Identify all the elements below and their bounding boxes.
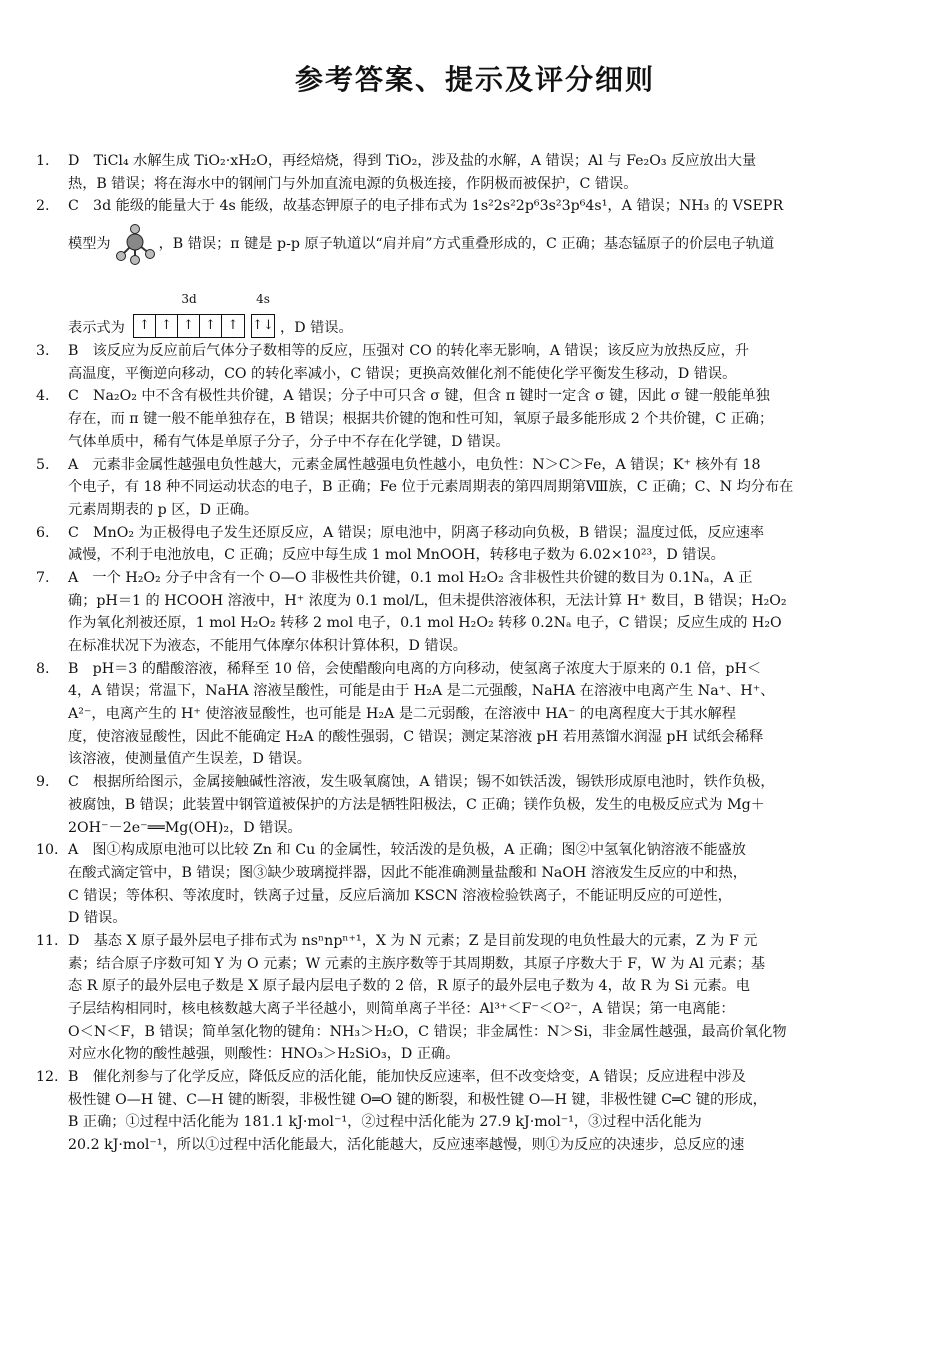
item-line: 作为氧化剂被还原，1 mol H₂O₂ 转移 2 mol 电子，0.1 mol H₂O₂ 转移 0.2Nₐ 电子，C 错误；反应生成的 H₂O: [68, 615, 782, 632]
orbital-4s-group: [251, 292, 275, 338]
item-text: ，B 错误；π 键是 p-p 原子轨道以“肩并肩”方式重叠形成的，C 正确；基态锰原子的价层电子轨道: [158, 235, 775, 252]
item-line: 被腐蚀，B 错误；此装置中钢管道被保护的方法是牺牲阳极法，C 正确；镁作负极，发生的电极反应式为 Mg＋: [68, 796, 765, 813]
orbital-diagram-line: [68, 270, 916, 340]
item-number: 1.: [36, 153, 50, 169]
item-line: A 元素非金属性越强电负性越大，元素金属性越强电负性越小，电负性：N＞C＞Fe，A 错误；K⁺ 核外有 18: [68, 456, 761, 473]
item-text: 表示式为: [68, 320, 125, 337]
answer-item-7: [36, 567, 916, 658]
item-line: 存在，而 π 键一般不能单独存在，B 错误；根据共价键的饱和性可知，氧原子最多能形成 2 个共价键，C 正确；: [68, 411, 774, 428]
answer-item-11: [36, 930, 916, 1066]
answer-list: [36, 150, 916, 1157]
orbital-box: ↑↓: [252, 317, 274, 333]
orbital-boxes-4s: [251, 314, 275, 338]
item-line: 4，A 错误；常温下，NaHA 溶液呈酸性，可能是由于 H₂A 是二元强酸，NaHA 在溶液中电离产生 Na⁺、H⁺、: [68, 683, 775, 700]
item-line: C 3d 能级的能量大于 4s 能级，故基态钾原子的电子排布式为 1s²2s²2p⁶3s²3p⁶4s¹，A 错误；NH₃ 的 VSEPR: [68, 198, 784, 215]
answer-item-8: [36, 658, 916, 771]
orbital-boxes-3d: [133, 314, 245, 338]
item-line: B 该反应为反应前后气体分子数相等的反应，压强对 CO 的转化率无影响，A 错误；该反应为放热反应，升: [68, 343, 749, 360]
answer-item-2: [36, 195, 916, 340]
item-number: 5.: [36, 456, 50, 473]
item-line: 度，使溶液显酸性，因此不能确定 H₂A 的酸性强弱，C 错误；测定某溶液 pH 若用蒸馏水润湿 pH 试纸会稀释: [68, 728, 764, 745]
item-line: 元素周期表的 p 区，D 正确。: [68, 501, 259, 518]
item-line-with-model: [68, 218, 916, 270]
item-number: 4.: [36, 388, 50, 405]
item-line: C MnO₂ 为正极得电子发生还原反应，A 错误；原电池中，阴离子移动向负极，B 错误；温度过低，反应速率: [68, 524, 765, 541]
item-line: 气体单质中，稀有气体是单原子分子，分子中不存在化学键，D 错误。: [68, 433, 510, 450]
orbital-box: ↑: [156, 315, 178, 337]
item-line: 子层结构相同时，核电核数越大离子半径越小，则简单离子半径：Al³⁺＜F⁻＜O²⁻，A 错误；第一电离能：: [68, 1001, 735, 1017]
item-line: 该溶液，使测量值产生误差，D 错误。: [68, 751, 311, 768]
answer-item-6: [36, 522, 916, 567]
item-number: 7.: [36, 569, 50, 586]
item-line: A 图①构成原电池可以比较 Zn 和 Cu 的金属性，较活泼的是负极，A 正确；图②中氢氧化钠溶液不能盛放: [68, 842, 746, 859]
orbital-box: ↑: [134, 315, 156, 337]
item-text: 模型为: [68, 235, 111, 252]
answer-item-12: [36, 1066, 916, 1157]
item-number: 10.: [36, 842, 59, 859]
item-line: 减慢，不利于电池放电，C 正确；反应中每生成 1 mol MnOOH，转移电子数为 6.02×10²³，D 错误。: [68, 547, 725, 564]
item-line: 极性键 O—H 键、C—H 键的断裂，非极性键 O═O 键的断裂，和极性键 O—H 键，非极性键 C═C 键的形成，: [68, 1091, 767, 1108]
item-line: 态 R 原子的最外层电子数是 X 原子最内层电子数的 2 倍，R 原子的最外层电子数为 4，故 R 为 Si 元素。电: [68, 978, 750, 995]
item-line: 在酸式滴定管中，B 错误；图③缺少玻璃搅拌器，因此不能准确测量盐酸和 NaOH 溶液发生反应的中和热，: [68, 864, 747, 881]
item-line: 对应水化物的酸性越强，则酸性：HNO₃＞H₂SiO₃，D 正确。: [68, 1046, 460, 1063]
answer-item-3: [36, 340, 916, 385]
answer-item-10: [36, 839, 916, 930]
item-line: B 催化剂参与了化学反应，降低反应的活化能，能加快反应速率，但不改变焓变，A 错误；反应进程中涉及: [68, 1069, 746, 1086]
item-number: 12.: [36, 1069, 59, 1086]
page-title: 参考答案、提示及评分细则: [294, 63, 655, 96]
item-number: 6.: [36, 524, 50, 541]
item-line: D 错误。: [68, 910, 127, 927]
item-line: A²⁻，电离产生的 H⁺ 使溶液显酸性，也可能是 H₂A 是二元弱酸，在溶液中 HA⁻ 的电离程度大于其水解程: [68, 706, 736, 723]
item-line: 在标准状况下为液态，不能用气体摩尔体积计算体积，D 错误。: [68, 638, 467, 654]
item-line: 20.2 kJ·mol⁻¹，所以①过程中活化能最大，活化能越大，反应速率越慢，则①为反应的决速步，总反应的速: [68, 1137, 745, 1154]
item-line: C 错误；等体积、等浓度时，铁离子过量，反应后滴加 KSCN 溶液检验铁离子，不能证明反应的可逆性，: [68, 887, 732, 904]
item-number: 2.: [36, 198, 50, 215]
item-line: 2OH⁻－2e⁻══Mg(OH)₂，D 错误。: [68, 819, 302, 836]
item-number: 3.: [36, 343, 50, 360]
answer-item-4: [36, 385, 916, 453]
nh3-vsepr-model-icon: [113, 222, 157, 266]
orbital-box: ↑: [227, 317, 239, 333]
item-number: 11.: [36, 932, 59, 949]
item-line: 确；pH＝1 的 HCOOH 溶液中，H⁺ 浓度为 0.1 mol/L，但未提供溶液体积，无法计算 H⁺ 数目，B 错误；H₂O₂: [68, 592, 787, 609]
answer-item-1: [36, 150, 916, 195]
item-line: 个电子，有 18 种不同运动状态的电子，B 正确；Fe 位于元素周期表的第四周期第Ⅷ族，C 正确；C、N 均分布在: [68, 479, 794, 496]
item-line: O＜N＜F，B 错误；简单氢化物的键角：NH₃＞H₂O，C 错误；非金属性：N＞Si，非金属性越强，最高价氧化物: [68, 1023, 787, 1040]
item-line: 高温度，平衡逆向移动，CO 的转化率减小，C 错误；更换高效催化剂不能使化学平衡发生移动，D 错误。: [68, 365, 737, 382]
item-number: 8.: [36, 660, 50, 677]
orbital-3d-group: [133, 292, 245, 338]
item-line: B 正确；①过程中活化能为 181.1 kJ·mol⁻¹，②过程中活化能为 27.9 kJ·mol⁻¹，③过程中活化能为: [68, 1114, 702, 1131]
item-line: 素；结合原子序数可知 Y 为 O 元素；W 元素的主族序数等于其周期数，其原子序数大于 F，W 为 Al 元素；基: [68, 955, 766, 972]
item-line: C 根据所给图示，金属接触碱性溶液，发生吸氧腐蚀，A 错误；锡不如铁活泼，锡铁形成原电池时，铁作负极，: [68, 774, 775, 791]
item-line: B pH＝3 的醋酸溶液，稀释至 10 倍，会使醋酸向电离的方向移动，使氢离子浓度大于原来的 0.1 倍，pH＜: [68, 660, 762, 677]
orbital-box: ↑: [178, 315, 200, 337]
item-line: C Na₂O₂ 中不含有极性共价键，A 错误；分子中可只含 σ 键，但含 π 键时一定含 σ 键，因此 σ 键一般能单独: [68, 388, 770, 405]
item-text: ，D 错误。: [280, 320, 353, 337]
answer-item-9: [36, 771, 916, 839]
item-line: D 基态 X 原子最外层电子排布式为 nsⁿnpⁿ⁺¹，X 为 N 元素；Z 是目前发现的电负性最大的元素，Z 为 F 元: [68, 932, 758, 949]
item-line: A 一个 H₂O₂ 分子中含有一个 O—O 非极性共价键，0.1 mol H₂O₂ 含非极性共价键的数目为 0.1Nₐ，A 正: [68, 569, 753, 586]
item-line: 热，B 错误；将在海水中的钢闸门与外加直流电源的负极连接，作阴极而被保护，C 错误。: [68, 175, 638, 192]
answer-item-5: [36, 454, 916, 522]
orbital-label-3d: 3d: [181, 292, 197, 307]
orbital-label-4s: 4s: [256, 292, 270, 307]
item-number: 9.: [36, 774, 50, 791]
item-line: D TiCl₄ 水解生成 TiO₂·xH₂O，再经焙烧，得到 TiO₂，涉及盐的水解，A 错误；Al 与 Fe₂O₃ 反应放出大量: [68, 153, 757, 169]
orbital-box: ↑: [200, 315, 222, 337]
